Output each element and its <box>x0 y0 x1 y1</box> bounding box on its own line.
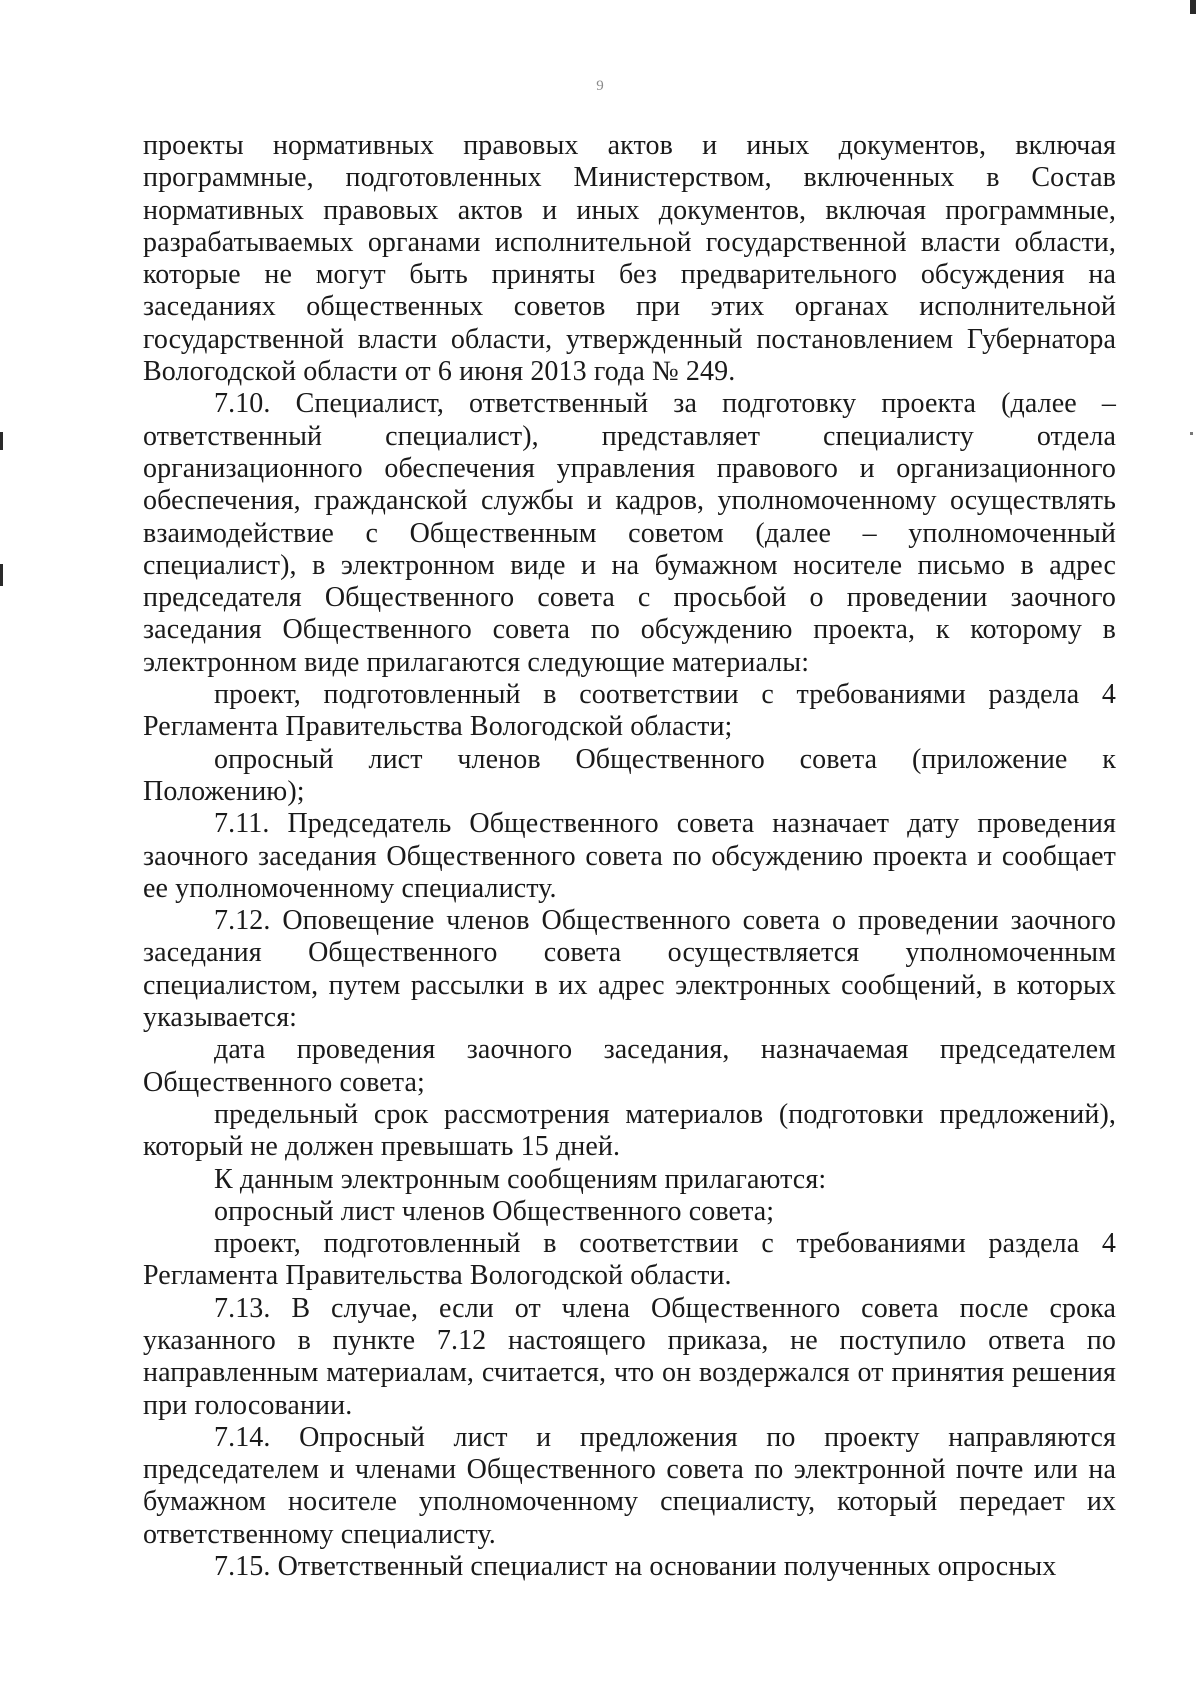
paragraph-7-12-item-questionnaire: опросный лист членов Общественного совета; <box>214 1195 775 1227</box>
paragraph-7-11: 7.11. Председатель Общественного совета назначает дату проведения заочного заседания Общественного совета по обсуждению проекта и сообщает ее уполномоченному специалисту. <box>143 808 1116 904</box>
document-body <box>143 130 1116 1583</box>
paragraph-7-14: 7.14. Опросный лист и предложения по проекту направляются председателем и членами Общественного совета по электронной почте или на бумажном носителе уполномоченному специалисту, который передает их ответственному специалисту. <box>143 1421 1116 1550</box>
scan-artifact <box>0 432 3 450</box>
paragraph-7-12: 7.12. Оповещение членов Общественного совета о проведении заочного заседания Общественного совета осуществляется уполномоченным специалистом, путем рассылки в их адрес электронных сообщений, в которых указывается: <box>143 905 1116 1034</box>
paragraph-7-12-item-project: проект, подготовленный в соответствии с требованиями раздела 4 Регламента Правительства Вологодской области. <box>143 1228 1116 1292</box>
paragraph-7-10: 7.10. Специалист, ответственный за подготовку проекта (далее – ответственный специалист), представляет специалисту отдела организационного обеспечения управления правового и организационного обеспечения, гражданской службы и кадров, уполномоченному осуществлять взаимодействие с Общественным советом (далее – уполномоченный специалист), в электронном виде и на бумажном носителе письмо в адрес председателя Общественного совета с просьбой о проведении заочного заседания Общественного совета по обсуждению проекта, к которому в электронном виде прилагаются следующие материалы: <box>143 388 1116 678</box>
scan-artifact <box>0 564 3 586</box>
paragraph-7-13: 7.13. В случае, если от члена Общественного совета после срока указанного в пункте 7.12 настоящего приказа, не поступило ответа по направленным материалам, считается, что он воздержался от принятия решения при голосовании. <box>143 1292 1116 1421</box>
scan-artifact <box>1190 432 1193 435</box>
page-number: 9 <box>596 78 604 94</box>
paragraph-7-12-item-deadline: предельный срок рассмотрения материалов (подготовки предложений), который не должен превышать 15 дней. <box>143 1098 1116 1163</box>
scan-artifact <box>1190 0 1196 14</box>
paragraph-continuation: проекты нормативных правовых актов и иных документов, включая программные, подготовленных Министерством, включенных в Состав нормативных правовых актов и иных документов, включая программные, разрабатываемых органами исполнительной государственной власти области, которые не могут быть приняты без предварительного обсуждения на заседаниях общественных советов при этих органах исполнительной государственной власти области, утвержденный постановлением Губернатора Вологодской области от 6 июня 2013 года № 249. <box>143 130 1116 388</box>
paragraph-7-10-item-project: проект, подготовленный в соответствии с требованиями раздела 4 Регламента Правительства Вологодской области; <box>143 679 1116 743</box>
paragraph-7-10-item-questionnaire: опросный лист членов Общественного совета (приложение к Положению); <box>143 743 1116 807</box>
paragraph-7-12-item-date: дата проведения заочного заседания, назначаемая председателем Общественного совета; <box>143 1034 1116 1098</box>
paragraph-7-12-attachments: К данным электронным сообщениям прилагаются: <box>214 1163 827 1195</box>
paragraph-7-15: 7.15. Ответственный специалист на основании полученных опросных <box>214 1551 1057 1583</box>
